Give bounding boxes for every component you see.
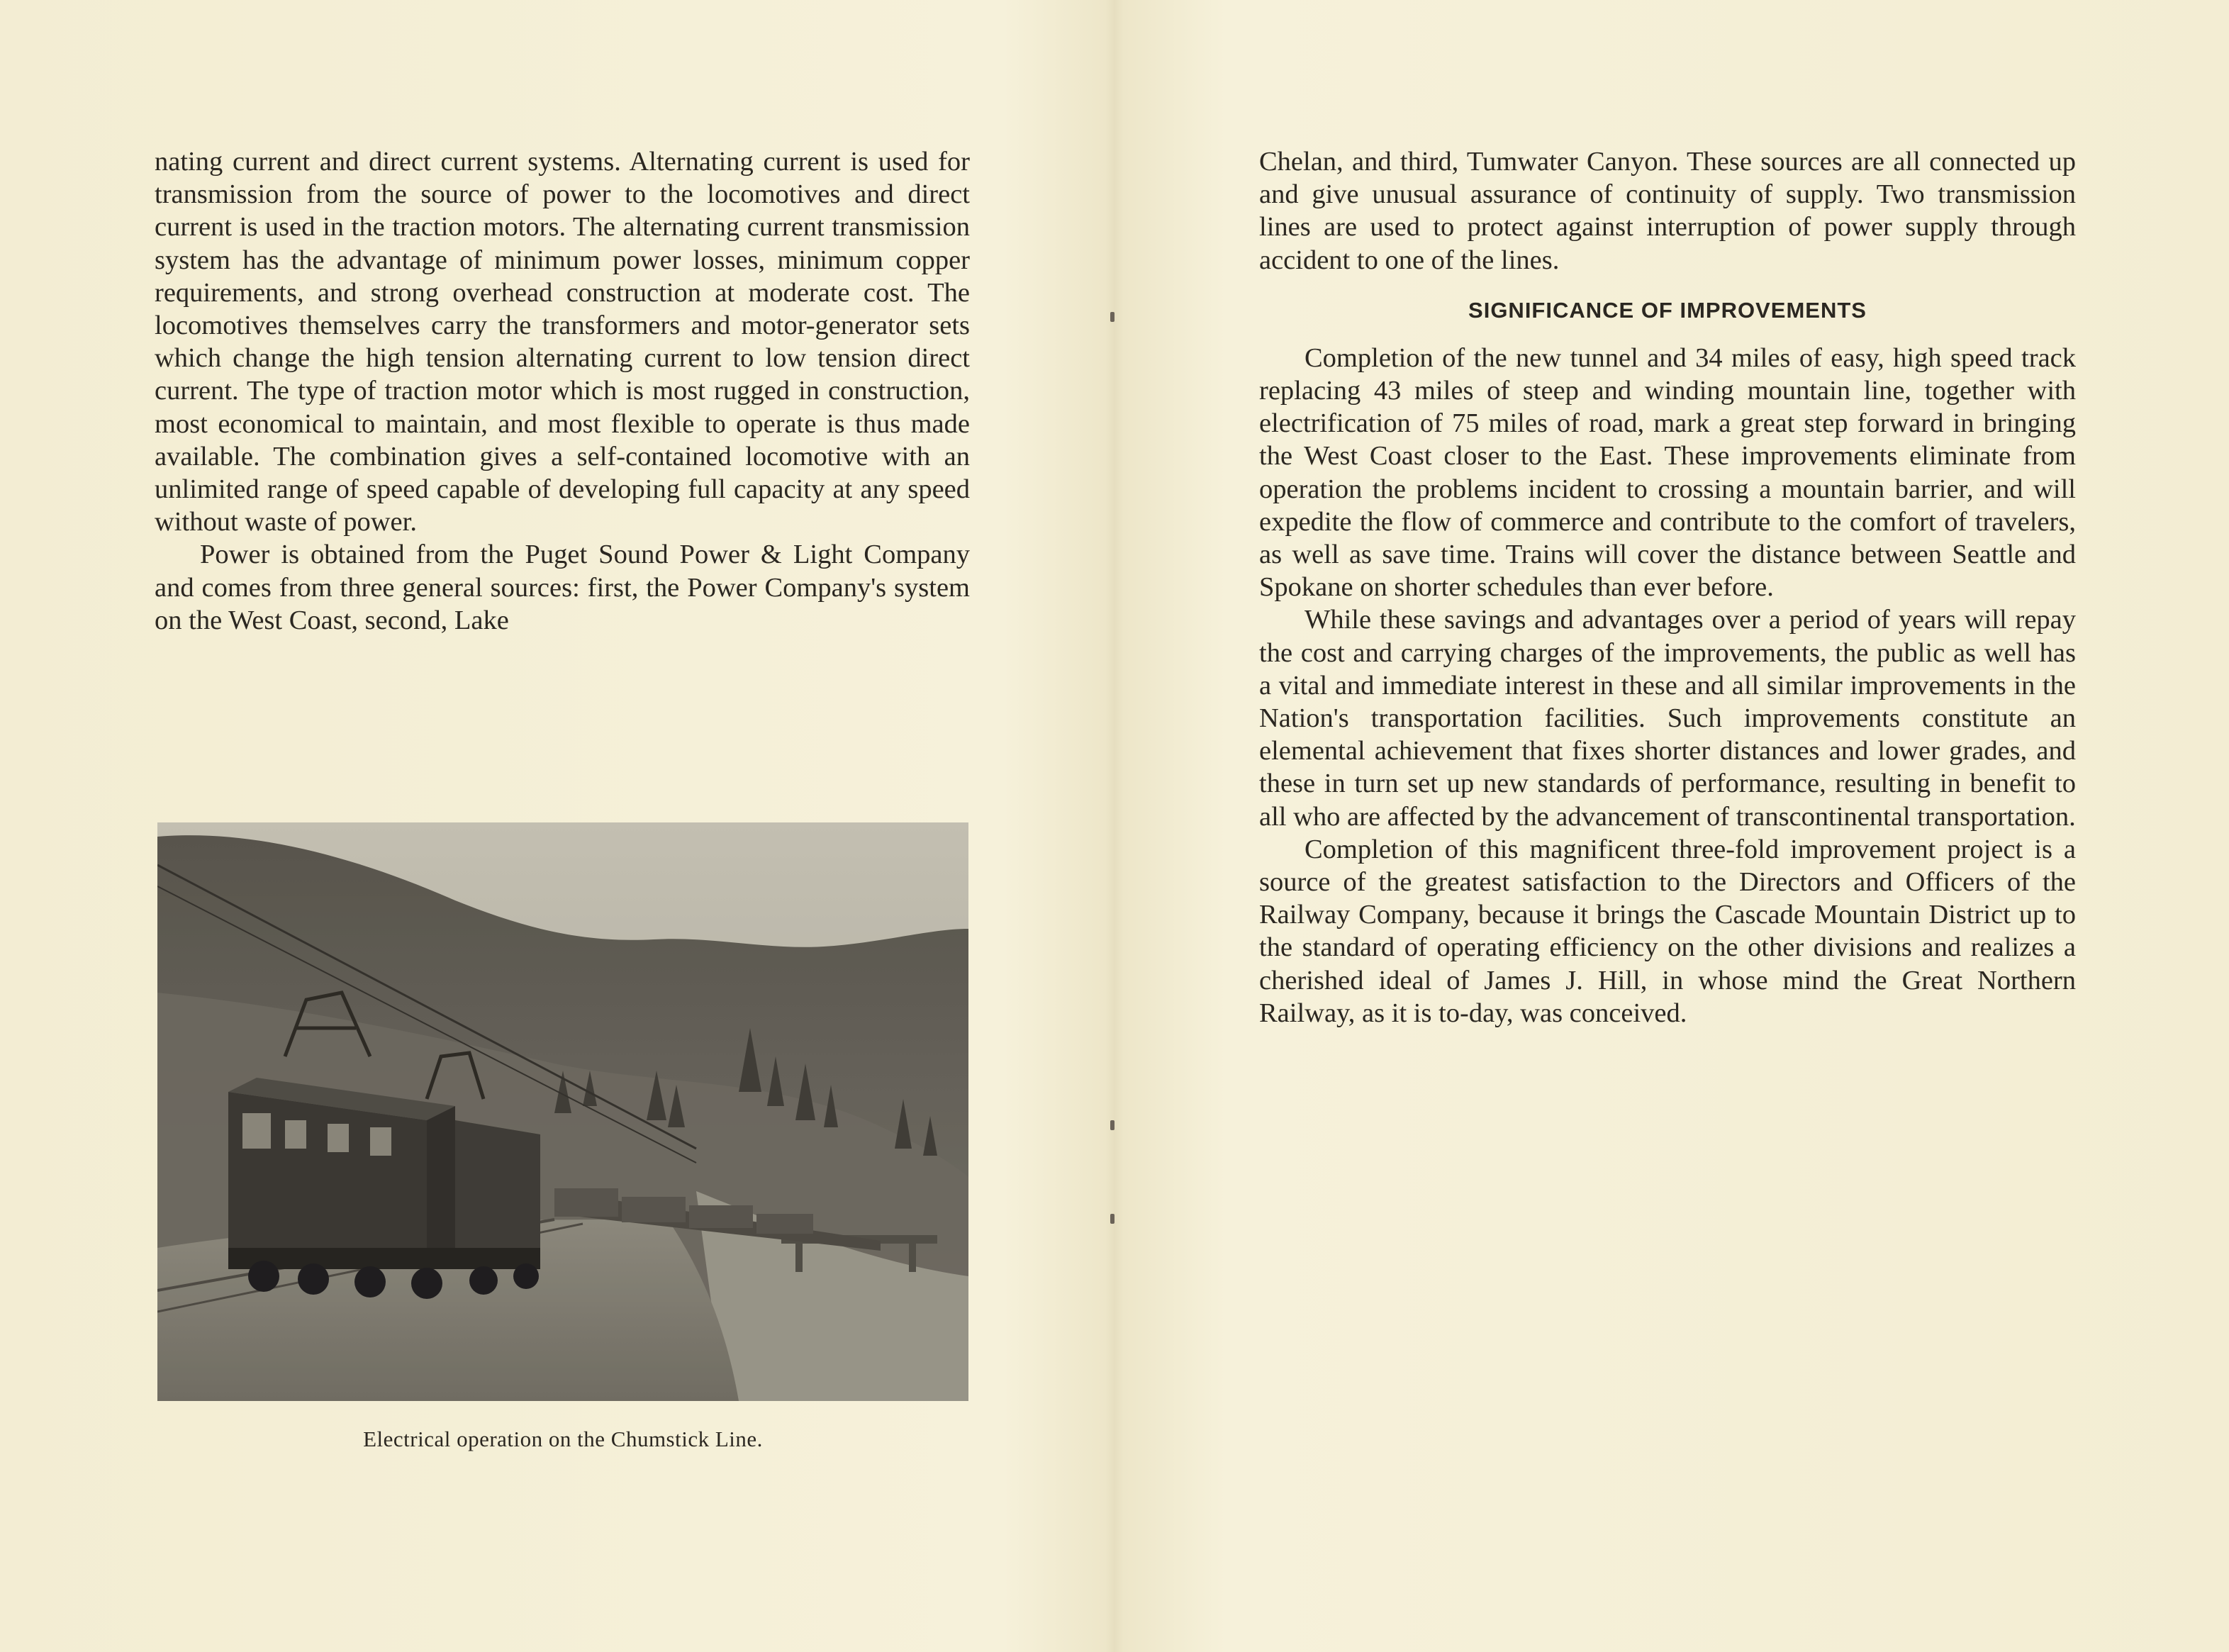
right-paragraph-2: Completion of the new tunnel and 34 miles of easy, high speed track replacing 43 miles of steep and winding mountain line, together with electrification of 75 miles of road, mark a great step forward in bringing the West Coast closer to the East. These improvements eliminate from operation the problems incident to crossing a mountain barrier, and will expedite the flow of commerce and contribute to the comfort of travelers, as well as save time. Trains will cover the distance between Seattle and Spokane on shorter schedules than ever before. [1259,342,2076,603]
photo-caption: Electrical operation on the Chumstick Line. [363,1427,763,1451]
section-heading: SIGNIFICANCE OF IMPROVEMENTS [1468,297,1867,323]
right-text-column [1259,145,2076,1029]
left-text-column [155,145,970,637]
right-paragraph-3: While these savings and advantages over a period of years will repay the cost and carrying charges of the improvements, the public as well has a vital and immediate interest in these and all similar improvements in the Nation's transportation facilities. Such improvements constitute an elemental achievement that fixes shorter distances and lower grades, and these in turn set up new standards of performance, resulting in benefit to all who are affected by the advancement of transcontinental transportation. [1259,605,2076,832]
left-paragraph-1: nating current and direct current systems. Alternating current is used for transmission from the source of power to the locomotives and direct current is used in the traction motors. The alternating current transmission system has the advantage of minimum power losses, minimum copper requirements, and strong overhead construction at moderate cost. The locomotives themselves carry the transformers and motor-generator sets which change the high tension alternating current to low tension direct current. The type of traction motor which is most rugged in construction, most economical to maintain, and most flexible to operate is thus made available. The combination gives a self-contained locomotive with an unlimited range of speed capable of developing full capacity at any speed without waste of power. [155,147,970,537]
right-paragraph-4: Completion of this magnificent three-fold improvement project is a source of the greatest satisfaction to the Directors and Officers of the Railway Company, because it brings the Cascade Mountain District up to the standard of operating efficiency on the other divisions and realizes a cherished ideal of James J. Hill, in whose mind the Great Northern Railway, as it is to-day, was conceived. [1259,834,2076,1028]
locomotive-photo [157,822,968,1401]
left-paragraph-2: Power is obtained from the Puget Sound Power & Light Company and comes from three general sources: first, the Power Company's system on the West Coast, second, Lake [155,540,970,635]
right-page [1114,0,2229,1652]
left-page [0,0,1114,1652]
right-paragraph-1: Chelan, and third, Tumwater Canyon. These sources are all connected up and give unusual assurance of continuity of supply. Two transmission lines are used to protect against interruption of power supply through accident to one of the lines. [1259,147,2076,275]
